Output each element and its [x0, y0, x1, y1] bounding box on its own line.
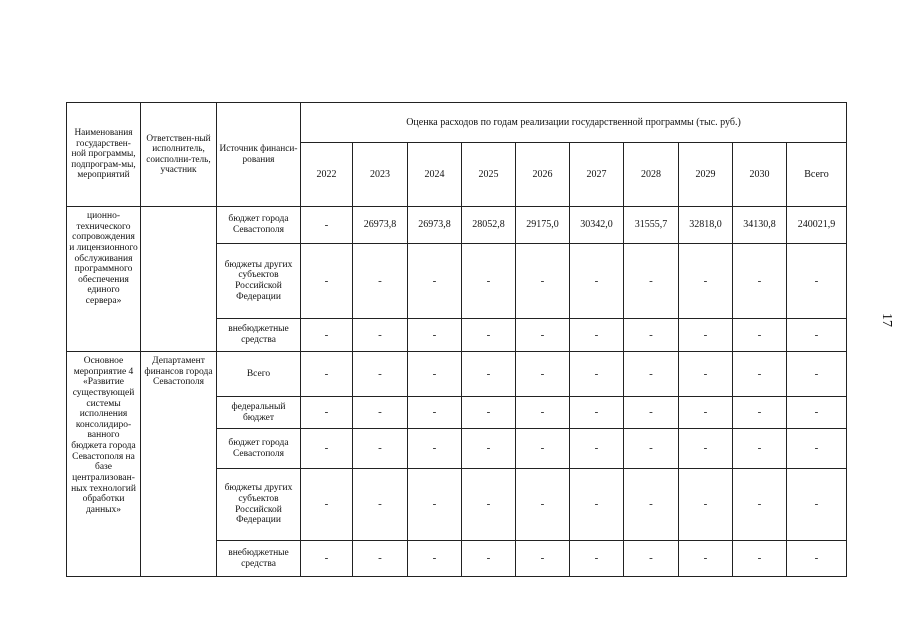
- year-value-cell: -: [570, 429, 624, 469]
- year-value-cell: -: [353, 397, 408, 429]
- year-value-cell: -: [733, 319, 787, 352]
- year-value-cell: -: [516, 352, 570, 397]
- year-value-cell: -: [408, 319, 462, 352]
- year-value-cell: -: [462, 319, 516, 352]
- year-value-cell: -: [679, 469, 733, 541]
- executor-cell: [141, 207, 217, 352]
- year-value-cell: -: [624, 397, 679, 429]
- table-body: [67, 207, 847, 577]
- year-value-cell: -: [301, 244, 353, 319]
- year-header: 2027: [570, 143, 624, 207]
- page-number: 17: [879, 313, 894, 327]
- header-source: Источник финанси-рования: [217, 103, 301, 207]
- total-value-cell: -: [787, 397, 847, 429]
- year-value-cell: 34130,8: [733, 207, 787, 244]
- year-value-cell: -: [408, 352, 462, 397]
- year-value-cell: -: [516, 397, 570, 429]
- year-value-cell: -: [408, 244, 462, 319]
- year-value-cell: -: [301, 207, 353, 244]
- year-value-cell: -: [733, 397, 787, 429]
- year-value-cell: -: [570, 541, 624, 577]
- program-name-cell: ционно-технического сопровождения и лицензионного обслуживания программного обеспечения единого сервера»: [67, 207, 141, 352]
- year-value-cell: -: [353, 352, 408, 397]
- total-value-cell: -: [787, 352, 847, 397]
- year-value-cell: 32818,0: [679, 207, 733, 244]
- year-value-cell: -: [462, 397, 516, 429]
- year-value-cell: -: [408, 541, 462, 577]
- executor-cell: Департамент финансов города Севастополя: [141, 352, 217, 577]
- total-header: Всего: [787, 143, 847, 207]
- year-value-cell: -: [570, 244, 624, 319]
- year-value-cell: -: [408, 429, 462, 469]
- year-value-cell: -: [733, 244, 787, 319]
- year-value-cell: 28052,8: [462, 207, 516, 244]
- year-value-cell: -: [301, 541, 353, 577]
- funding-source-cell: бюджет города Севастополя: [217, 207, 301, 244]
- funding-source-cell: внебюджетные средства: [217, 541, 301, 577]
- total-value-cell: 240021,9: [787, 207, 847, 244]
- table-row: [67, 352, 847, 397]
- funding-source-cell: бюджеты других субъектов Российской Федерации: [217, 244, 301, 319]
- year-value-cell: 26973,8: [408, 207, 462, 244]
- year-value-cell: -: [408, 469, 462, 541]
- year-value-cell: -: [679, 541, 733, 577]
- year-value-cell: -: [516, 469, 570, 541]
- year-value-cell: -: [624, 541, 679, 577]
- funding-source-cell: бюджет города Севастополя: [217, 429, 301, 469]
- year-header: 2028: [624, 143, 679, 207]
- year-value-cell: -: [624, 319, 679, 352]
- year-value-cell: -: [353, 429, 408, 469]
- year-value-cell: -: [733, 469, 787, 541]
- total-value-cell: -: [787, 429, 847, 469]
- year-value-cell: -: [301, 429, 353, 469]
- year-value-cell: -: [301, 352, 353, 397]
- year-value-cell: -: [353, 244, 408, 319]
- total-value-cell: -: [787, 319, 847, 352]
- budget-table: [66, 102, 847, 577]
- funding-source-cell: бюджеты других субъектов Российской Федерации: [217, 469, 301, 541]
- year-header: 2023: [353, 143, 408, 207]
- header-executor: Ответствен-ный исполнитель, соисполни-тель, участник: [141, 103, 217, 207]
- year-value-cell: -: [301, 469, 353, 541]
- total-value-cell: -: [787, 541, 847, 577]
- year-value-cell: -: [624, 244, 679, 319]
- year-value-cell: -: [733, 429, 787, 469]
- year-header: 2022: [301, 143, 353, 207]
- year-value-cell: -: [462, 244, 516, 319]
- year-value-cell: -: [516, 319, 570, 352]
- total-value-cell: -: [787, 469, 847, 541]
- header-name: Наименования государствен-ной программы, подпрограм-мы, мероприятий: [67, 103, 141, 207]
- year-header: 2029: [679, 143, 733, 207]
- year-value-cell: -: [679, 397, 733, 429]
- year-value-cell: -: [516, 541, 570, 577]
- year-value-cell: -: [624, 469, 679, 541]
- year-header: 2024: [408, 143, 462, 207]
- year-value-cell: -: [679, 244, 733, 319]
- year-value-cell: 31555,7: [624, 207, 679, 244]
- year-value-cell: -: [679, 319, 733, 352]
- year-value-cell: -: [353, 469, 408, 541]
- year-value-cell: -: [733, 352, 787, 397]
- year-value-cell: 29175,0: [516, 207, 570, 244]
- year-value-cell: -: [462, 352, 516, 397]
- year-value-cell: -: [679, 429, 733, 469]
- year-value-cell: -: [570, 319, 624, 352]
- year-value-cell: -: [353, 541, 408, 577]
- year-value-cell: -: [570, 469, 624, 541]
- year-value-cell: -: [408, 397, 462, 429]
- year-header: 2030: [733, 143, 787, 207]
- year-value-cell: 30342,0: [570, 207, 624, 244]
- year-value-cell: -: [353, 319, 408, 352]
- year-value-cell: -: [570, 397, 624, 429]
- year-value-cell: -: [733, 541, 787, 577]
- funding-source-cell: Всего: [217, 352, 301, 397]
- year-value-cell: -: [301, 319, 353, 352]
- program-name-cell: Основное мероприятие 4 «Развитие существующей системы исполнения консолидиро-ванного бюджета города Севастополя на базе централизован-ных технологий обработки данных»: [67, 352, 141, 577]
- table-row: [67, 207, 847, 244]
- header-expense-estimate: Оценка расходов по годам реализации государственной программы (тыс. руб.): [301, 103, 847, 143]
- year-value-cell: -: [679, 352, 733, 397]
- year-value-cell: -: [624, 352, 679, 397]
- year-value-cell: -: [462, 429, 516, 469]
- year-value-cell: -: [462, 469, 516, 541]
- funding-source-cell: внебюджетные средства: [217, 319, 301, 352]
- year-value-cell: -: [624, 429, 679, 469]
- year-value-cell: -: [516, 244, 570, 319]
- year-value-cell: -: [516, 429, 570, 469]
- year-value-cell: 26973,8: [353, 207, 408, 244]
- year-value-cell: -: [462, 541, 516, 577]
- year-value-cell: -: [301, 397, 353, 429]
- total-value-cell: -: [787, 244, 847, 319]
- year-header: 2025: [462, 143, 516, 207]
- year-header: 2026: [516, 143, 570, 207]
- year-value-cell: -: [570, 352, 624, 397]
- funding-source-cell: федеральный бюджет: [217, 397, 301, 429]
